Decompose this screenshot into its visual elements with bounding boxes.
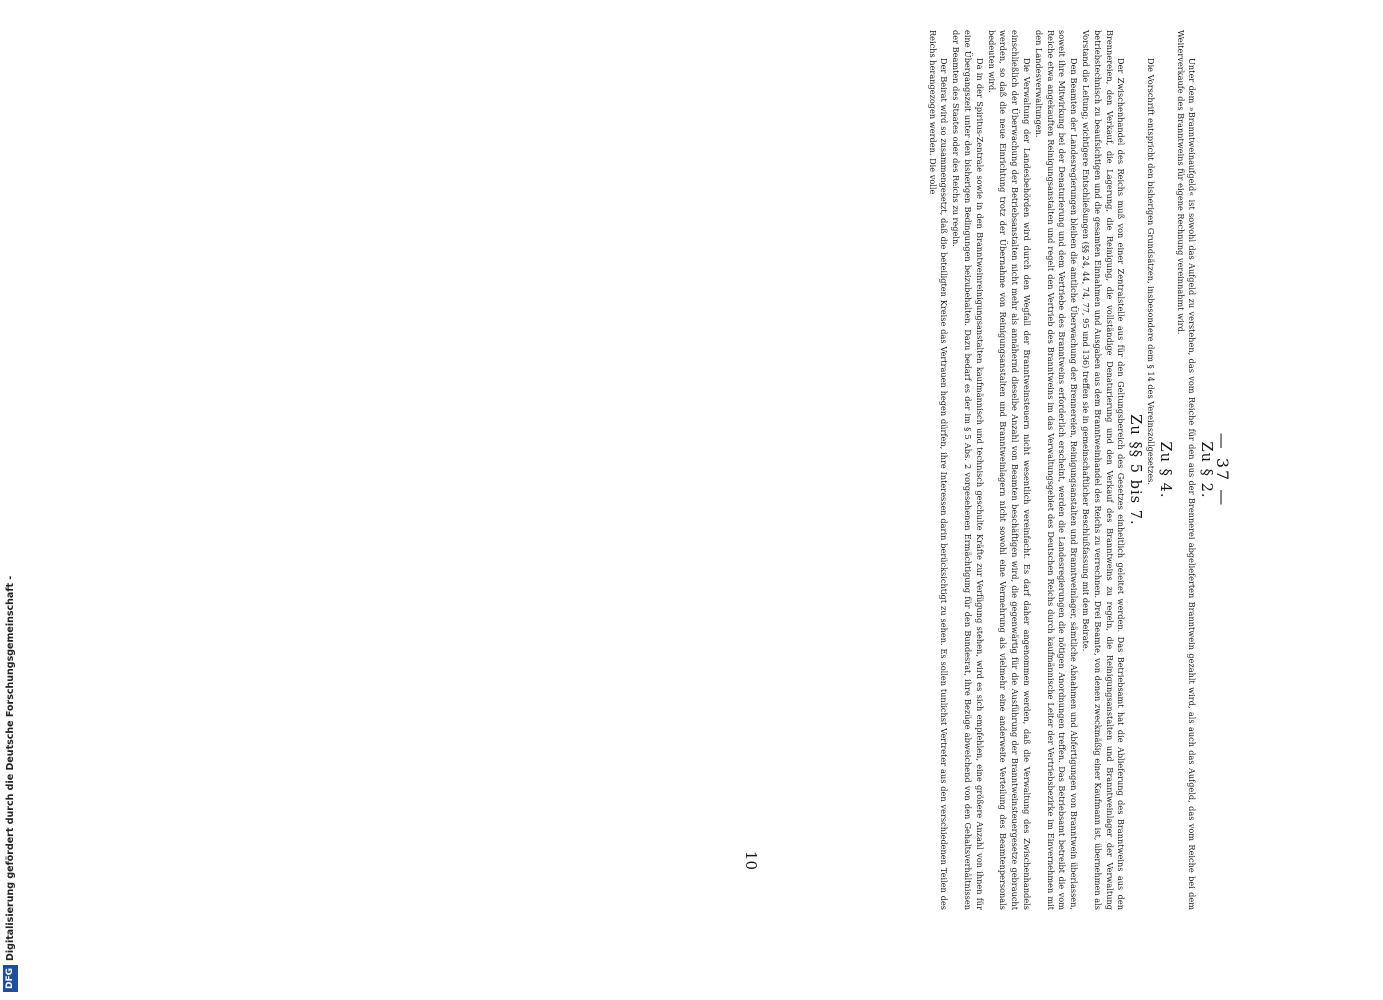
sheet-signature: 10 [741,850,760,870]
page-number: — 37 — [1213,432,1232,508]
paragraph: Der Beirat wird so zusammengesetzt, daß die beteiligten Kreise das Vertrauen hegen dürfen, ihre Interessen darin berücksichtigt zu sehen. Es sollen tunlichst Vertreter aus den verschiedenen Teilen des Reichs herangezogen werden. Die volle [927,30,950,910]
section-heading: Zu § 4. [1156,441,1174,499]
dfg-logo: DFG [3,965,18,992]
footer-rotated [0,0,20,1000]
section-heading: Zu § 2. [1198,441,1216,499]
paragraph: Den Beamten der Landesregierungen bleiben die amtliche Überwachung der Brennereien, Reinigungsanstalten und Branntweinlager, sämtliche Abnahmen und Abfertigungen von Branntwein überlassen, soweit ihre Mitwirkung bei der Denaturierung und dem Vertriebe des Branntweins erforderlich erscheint, werden die Landesregierungen die nötigen Anordnungen treffen. Das Betriebsamt betreibt die vom Reiche etwa angekauften Reinigungsanstalten und regelt den Vertrieb des Branntweins im das Verwaltungsgebiet des Deutschen Reichs durch kaufmännische Leiter der Vertriebsbezirke im Einvernehmen mit den Landesverwaltungen. [1033,30,1080,910]
text-blocks [926,30,1216,910]
paragraph: Die Verwaltung der Landesbehörden wird durch den Wegfall der Branntweinsteuern nicht wesentlich vereinfacht. Es darf daher angenommen werden, daß die Verwaltung des Zwischenhandels einschließlich der Überwachung der Betriebsanstalten nicht mehr als annähernd dieselbe Anzahl von Beamten beschäftigen wird, die gegenwärtig für die Ausführung der Branntweinsteuergesetze gebraucht werden, so daß die neue Einrichtung trotz der Übernahme von Reinigungsanstalten und Branntweinlagern nicht sowohl eine Vermehrung als vielmehr eine anderweite Verteilung des Beamtenpersonals bedeuten wird. [986,30,1033,910]
digitization-footer [0,0,20,1000]
paragraph: Die Vorschrift entspricht den bisherigen Grundsätzen, insbesondere dem § 14 des Vereinszollgesetzes. [1146,58,1157,485]
paragraph: Unter dem »Branntweinaufgeld« ist sowohl das Aufgeld zu verstehen, das vom Reiche für den aus der Brennerei abgelieferten Branntwein gezahlt wird, als auch das Aufgeld, das vom Reiche bei dem Weiterverkaufe des Branntweins für eigene Rechnung vereinnahmt wird. [1175,30,1198,910]
section-heading: Zu §§ 5 bis 7. [1127,414,1145,526]
page-text-area [741,30,1232,910]
paragraph: Da in der Spiritus-Zentrale sowie in den Branntweinreinigungsanstalten kaufmännisch und technisch geschulte Kräfte zur Verfügung stehen, wird es sich empfehlen, eine größere Anzahl von ihnen für eine Übergangszeit unter den bisherigen Bedingungen beizubehalten. Dazu bedarf es der im § 5 Abs. 2 vorgesehenen Ermächtigung für den Bundesrat, ihre Bezüge abweichend von den Gehaltsverhältnissen der Beamten des Staates oder des Reichs zu regeln. [951,30,985,910]
rotated-document-page [741,30,1248,910]
footer-credit-text: Digitalisierung gefördert durch die Deutsche Forschungsgemeinschaft - [4,575,16,961]
paragraph: Der Zwischenhandel des Reichs muß von einer Zentralstelle aus für den Geltungsbereich des Gesetzes einheitlich geleitet werden. Das Betriebsamt hat die Ablieferung des Branntweins aus den Brennereien, den Verkauf, die Lagerung, die Reinigung, die vollständige Denaturierung und den Verkauf des Branntweins zu regeln, die Reinigungsanstalten und Branntweinlager der Verwaltung betriebstechnisch zu beaufsichtigen und die gesamten Einnahmen und Ausgaben aus dem Branntweinhandel des Reichs zu verrechnen. Drei Beamte, von denen zweckmäßig einer Kaufmann ist, übernehmen als Vorstand die Leitung; wichtigere Entschließungen (§§ 24, 44, 74, 77, 95 und 136) treffen sie in gemeinschaftlicher Beschlußfassung mit dem Beirate. [1081,30,1127,910]
